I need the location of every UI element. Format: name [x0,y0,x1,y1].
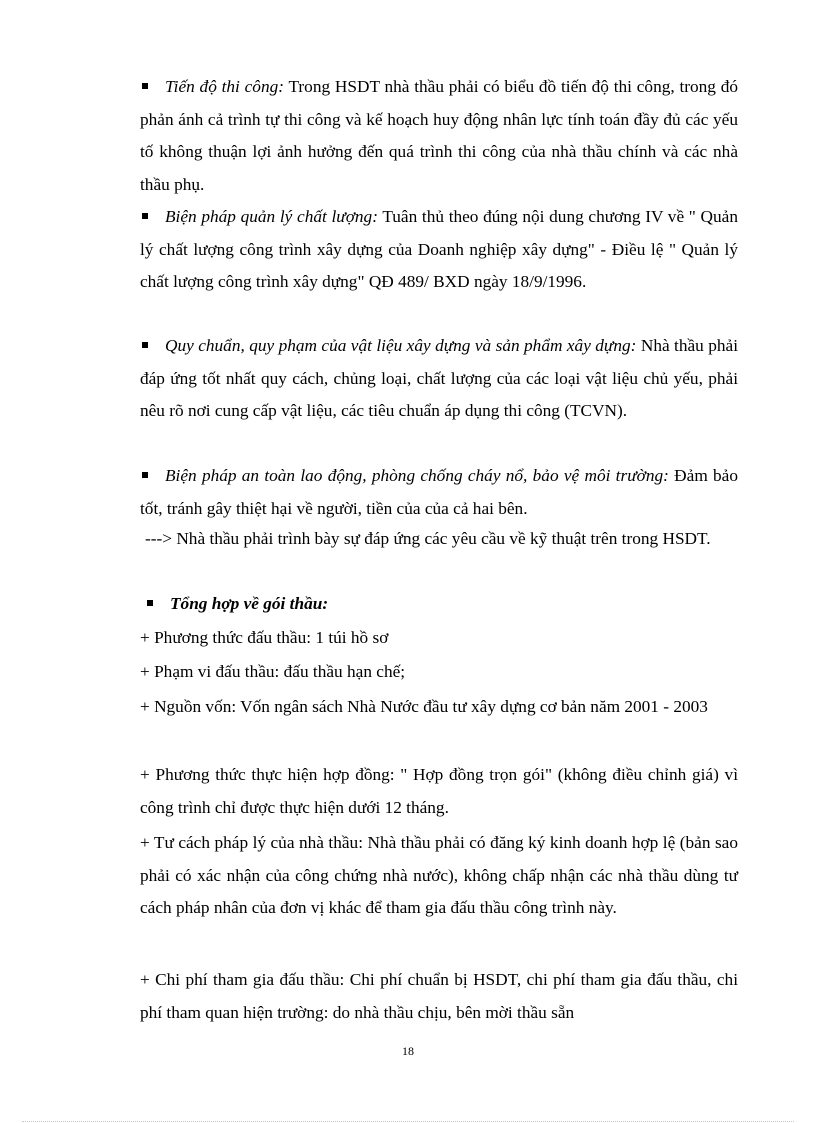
summary-item: + Nguồn vốn: Vốn ngân sách Nhà Nước đầu tư xây dựng cơ bản năm 2001 - 2003 [140,697,708,716]
summary-item: + Phương thức đấu thầu: 1 túi hồ sơ [140,628,389,647]
summary-item: + Phạm vi đấu thầu: đấu thầu hạn chế; [140,662,406,681]
section-schedule [140,71,738,201]
page-bottom-divider [22,1121,794,1122]
bullet-square-icon [142,213,148,219]
bullet-square-icon [142,83,148,89]
section-lead: Tiến độ thi công: [165,77,284,96]
section-text: Trong HSDT nhà thầu phải có biểu đồ tiến độ thi công, trong đó phản ánh cả trình tự thi công và kế hoạch huy động nhân lực tính toán đầy đủ các yếu tố không thuận lợi ảnh hưởng đến quá trình thi công của nhà thầu chính và các nhà thầu phụ. [140,77,738,194]
section-standards [140,330,738,428]
section-text: Đảm bảo tốt, tránh gây thiệt hại về người, tiền của của cả hai bên. [140,466,738,518]
section-lead: Biện pháp quản lý chất lượng: [165,207,378,226]
section-safety [140,460,738,525]
bullet-square-icon [147,600,153,606]
summary-item: + Phương thức thực hiện hợp đồng: " Hợp đồng trọn gói" (không điều chỉnh giá) vì công trình chỉ được thực hiện dưới 12 tháng. [140,765,738,817]
section-text: Nhà thầu phải đáp ứng tốt nhất quy cách, chủng loại, chất lượng của các loại vật liệu chủ yếu, phải nêu rõ nơi cung cấp vật liệu, các tiêu chuẩn áp dụng thi công (TCVN). [140,336,738,420]
arrow-note: ---> Nhà thầu phải trình bày sự đáp ứng các yêu cầu về kỹ thuật trên trong HSDT. [145,529,711,548]
page-number: 18 [402,1044,414,1058]
bullet-square-icon [142,472,148,478]
section-text: Tuân thủ theo đúng nội dung chương IV về " Quản lý chất lượng công trình xây dựng của Doanh nghiệp xây dựng" - Điều lệ " Quản lý chất lượng công trình xây dựng" QĐ 489/ BXD ngày 18/9/1996. [140,207,738,291]
section-lead: Biện pháp an toàn lao động, phòng chống cháy nổ, bảo vệ môi trường: [165,466,669,485]
section-quality [140,201,738,299]
summary-heading-line [145,588,738,621]
section-lead: Quy chuẩn, quy phạm của vật liệu xây dựng và sản phẩm xây dựng: [165,336,637,355]
summary-item: + Chi phí tham gia đấu thầu: Chi phí chuẩn bị HSDT, chi phí tham gia đấu thầu, chi phí tham quan hiện trường: do nhà thầu chịu, bên mời thầu sẵn [140,970,738,1022]
summary-item: + Tư cách pháp lý của nhà thầu: Nhà thầu phải có đăng ký kinh doanh hợp lệ (bản sao phải có xác nhận của công chứng nhà nước), không chấp nhận các nhà thầu dùng tư cách pháp nhân của đơn vị khác để tham gia đấu thầu công trình này. [140,833,738,917]
summary-heading: Tổng hợp về gói thầu: [170,594,329,613]
bullet-square-icon [142,342,148,348]
